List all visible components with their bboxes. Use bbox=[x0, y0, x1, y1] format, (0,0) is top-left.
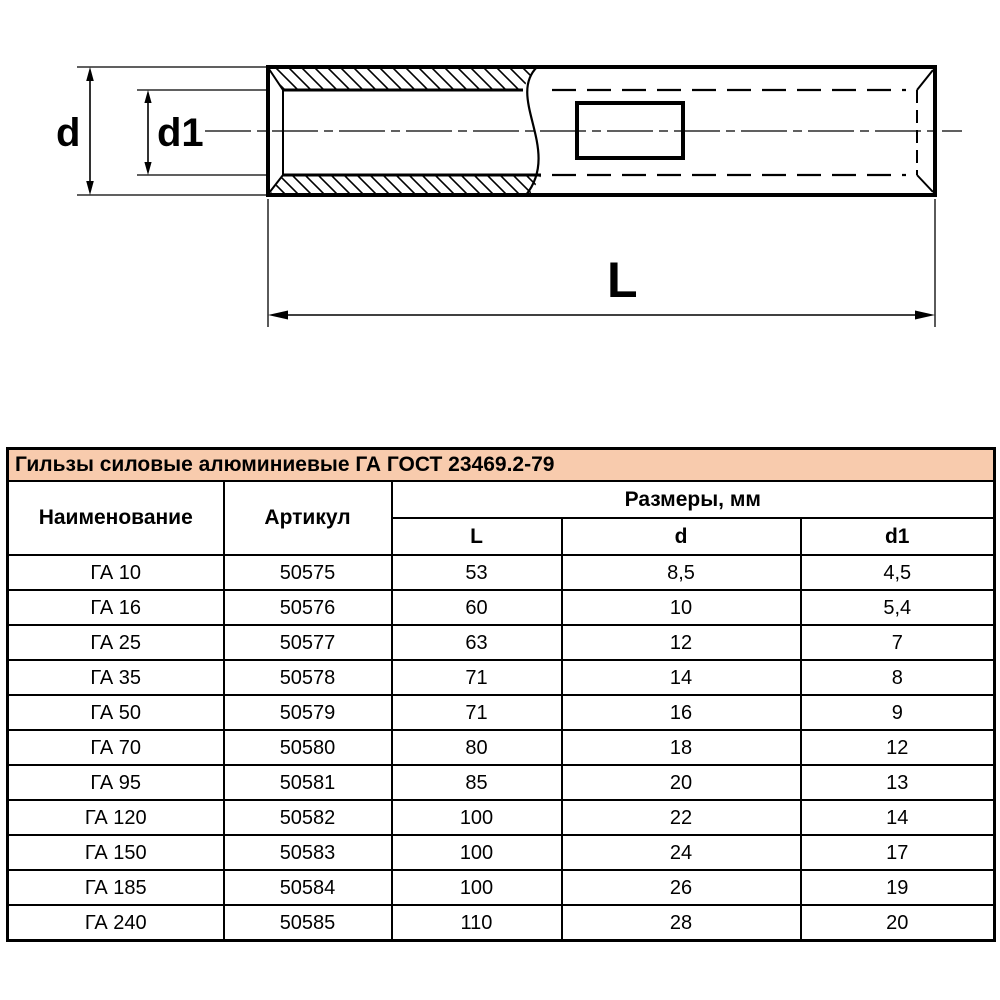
table-cell-article: 50578 bbox=[224, 660, 392, 695]
table-cell-article: 50583 bbox=[224, 835, 392, 870]
table-cell-d: 20 bbox=[562, 765, 801, 800]
header-name: Наименование bbox=[8, 481, 224, 555]
table-cell-d1: 13 bbox=[801, 765, 995, 800]
table-row bbox=[8, 765, 995, 800]
header-L: L bbox=[392, 518, 562, 555]
table-cell-L: 100 bbox=[392, 800, 562, 835]
table-cell-name: ГА 10 bbox=[8, 555, 224, 590]
table-cell-name: ГА 50 bbox=[8, 695, 224, 730]
spec-table bbox=[6, 447, 996, 942]
label-d1: d1 bbox=[157, 111, 204, 155]
header-sizes-group: Размеры, мм bbox=[392, 481, 995, 518]
table-row bbox=[8, 555, 995, 590]
table-cell-L: 60 bbox=[392, 590, 562, 625]
table-cell-d1: 8 bbox=[801, 660, 995, 695]
table-cell-name: ГА 25 bbox=[8, 625, 224, 660]
table-cell-article: 50582 bbox=[224, 800, 392, 835]
table-cell-name: ГА 16 bbox=[8, 590, 224, 625]
table-cell-article: 50575 bbox=[224, 555, 392, 590]
table-cell-name: ГА 150 bbox=[8, 835, 224, 870]
table-cell-d: 8,5 bbox=[562, 555, 801, 590]
table-cell-d: 22 bbox=[562, 800, 801, 835]
table-cell-d1: 4,5 bbox=[801, 555, 995, 590]
table-cell-d: 18 bbox=[562, 730, 801, 765]
header-d1: d1 bbox=[801, 518, 995, 555]
table-row bbox=[8, 905, 995, 941]
table-cell-article: 50576 bbox=[224, 590, 392, 625]
table-cell-L: 63 bbox=[392, 625, 562, 660]
table-cell-article: 50584 bbox=[224, 870, 392, 905]
table-row bbox=[8, 660, 995, 695]
table-cell-article: 50579 bbox=[224, 695, 392, 730]
table-cell-name: ГА 240 bbox=[8, 905, 224, 941]
table-cell-article: 50580 bbox=[224, 730, 392, 765]
arrowhead-down-icon bbox=[144, 162, 151, 175]
table-cell-d: 10 bbox=[562, 590, 801, 625]
table-cell-L: 71 bbox=[392, 695, 562, 730]
table-row bbox=[8, 870, 995, 905]
table-title-row bbox=[8, 449, 995, 482]
table-header-row bbox=[8, 481, 995, 518]
label-L: L bbox=[607, 252, 638, 308]
header-article: Артикул bbox=[224, 481, 392, 555]
arrowhead-down-icon bbox=[86, 181, 94, 195]
arrowhead-left-icon bbox=[268, 311, 288, 320]
table-cell-d1: 5,4 bbox=[801, 590, 995, 625]
table-cell-L: 53 bbox=[392, 555, 562, 590]
table-row bbox=[8, 800, 995, 835]
table-cell-d1: 9 bbox=[801, 695, 995, 730]
table-cell-d: 26 bbox=[562, 870, 801, 905]
table-cell-d1: 14 bbox=[801, 800, 995, 835]
table-cell-d1: 17 bbox=[801, 835, 995, 870]
dimension-L bbox=[268, 199, 935, 327]
table-cell-name: ГА 35 bbox=[8, 660, 224, 695]
table-cell-d: 14 bbox=[562, 660, 801, 695]
arrowhead-right-icon bbox=[915, 311, 935, 320]
table-cell-d1: 20 bbox=[801, 905, 995, 941]
table-cell-d1: 12 bbox=[801, 730, 995, 765]
dimension-d1 bbox=[137, 90, 266, 175]
table-cell-L: 85 bbox=[392, 765, 562, 800]
table-cell-name: ГА 95 bbox=[8, 765, 224, 800]
table-row bbox=[8, 695, 995, 730]
table-title: Гильзы силовые алюминиевые ГА ГОСТ 23469.2-79 bbox=[8, 449, 995, 482]
table-cell-L: 100 bbox=[392, 835, 562, 870]
table-cell-d1: 7 bbox=[801, 625, 995, 660]
table-cell-d: 16 bbox=[562, 695, 801, 730]
sleeve-drawing-svg bbox=[0, 0, 1000, 440]
table-cell-d: 24 bbox=[562, 835, 801, 870]
table-cell-d: 12 bbox=[562, 625, 801, 660]
label-d: d bbox=[56, 111, 81, 155]
header-d: d bbox=[562, 518, 801, 555]
table-row bbox=[8, 590, 995, 625]
spec-table-body bbox=[8, 555, 995, 941]
table-cell-article: 50581 bbox=[224, 765, 392, 800]
table-cell-d: 28 bbox=[562, 905, 801, 941]
table-row bbox=[8, 730, 995, 765]
table-row bbox=[8, 625, 995, 660]
sleeve-technical-drawing bbox=[0, 0, 1000, 445]
table-cell-article: 50577 bbox=[224, 625, 392, 660]
table-cell-L: 100 bbox=[392, 870, 562, 905]
table-cell-L: 80 bbox=[392, 730, 562, 765]
table-cell-L: 110 bbox=[392, 905, 562, 941]
table-cell-article: 50585 bbox=[224, 905, 392, 941]
table-cell-name: ГА 185 bbox=[8, 870, 224, 905]
table-cell-name: ГА 120 bbox=[8, 800, 224, 835]
table-cell-d1: 19 bbox=[801, 870, 995, 905]
arrowhead-up-icon bbox=[86, 67, 94, 81]
table-row bbox=[8, 835, 995, 870]
table-cell-name: ГА 70 bbox=[8, 730, 224, 765]
arrowhead-up-icon bbox=[144, 90, 151, 103]
table-cell-L: 71 bbox=[392, 660, 562, 695]
